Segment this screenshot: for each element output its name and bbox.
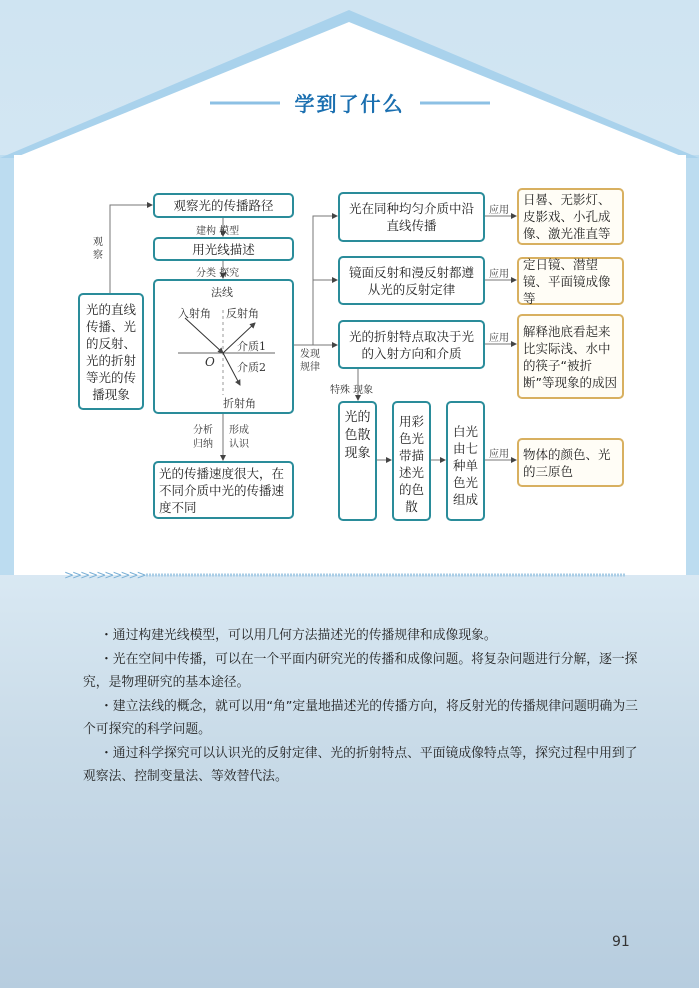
- bullet-item: ・光在空间中传播，可以在一个平面内研究光的传播和成像问题。将复杂问题进行分解，逐一探究，是物理研究的基本途径。: [83, 651, 638, 690]
- law-box-straight-line: 光在同种均匀介质中沿直线传播: [338, 192, 485, 242]
- bullet-item: ・建立法线的概念，就可以用“角”定量地描述光的传播方向，将反射光的传播规律问题明确为三个可探究的科学问题。: [83, 698, 638, 737]
- medium2-label: 介质2: [237, 361, 266, 374]
- app-box-color: 物体的颜色、光的三原色: [517, 438, 624, 487]
- white-light-box: 白光由七种单色光组成: [446, 401, 485, 521]
- ray-describe-box: 用光线描述: [153, 237, 294, 261]
- form-label: 形成 认识: [229, 425, 249, 450]
- apply-label: 应用: [489, 333, 509, 344]
- bullet-item: ・通过科学探究可以认识光的反射定律、光的折射特点、平面镜成像特点等，探究过程中用到了观察法、控制变量法、等效替代法。: [83, 745, 638, 784]
- page-title: 学到了什么: [294, 92, 405, 116]
- section-divider: [60, 568, 630, 582]
- refract-angle-label: 折射角: [223, 397, 256, 410]
- page-number: 91: [612, 934, 630, 950]
- speed-box: 光的传播速度很大，在不同介质中光的传播速度不同: [153, 461, 294, 519]
- bullet-item: ・通过构建光线模型，可以用几何方法描述光的传播规律和成像现象。: [100, 628, 497, 643]
- apply-label: 应用: [489, 269, 509, 280]
- dispersion-box: 光的色散现象: [338, 401, 377, 521]
- origin-label: O: [205, 355, 215, 369]
- summary-bullets: [83, 624, 643, 789]
- normal-label: 法线: [211, 286, 233, 299]
- build-model-label: 建构 模型: [196, 226, 240, 237]
- app-box-reflection: 定日镜、潜望镜、平面镜成像等: [517, 257, 624, 305]
- phenomena-box: 光的直线传播、光的反射、光的折射等光的传播现象: [78, 293, 144, 410]
- svg-text:>>>>>>>>>>: >>>>>>>>>>: [64, 568, 145, 582]
- apply-label: 应用: [489, 205, 509, 216]
- observe-path-box: 观察光的传播路径: [153, 193, 294, 218]
- analyze-label: 分析 归纳: [193, 425, 213, 450]
- discover-label: 发现 规律: [300, 349, 320, 373]
- classify-label: 分类 探究: [196, 268, 240, 279]
- color-band-box: 用彩色光带描述光的色散: [392, 401, 431, 521]
- apply-label: 应用: [489, 449, 509, 460]
- medium1-label: 介质1: [237, 340, 266, 353]
- reflect-angle-label: 反射角: [226, 307, 259, 320]
- law-box-refraction: 光的折射特点取决于光的入射方向和介质: [338, 320, 485, 369]
- law-box-reflection: 镜面反射和漫反射都遵从光的反射定律: [338, 256, 485, 305]
- app-box-refraction: 解释池底看起来比实际浅、水中的筷子“被折断”等现象的成因: [517, 314, 624, 399]
- observe-label: 观察: [93, 237, 103, 261]
- incident-angle-label: 入射角: [178, 307, 211, 320]
- special-label: 特殊 现象: [330, 385, 374, 396]
- app-box-straight-line: 日晷、无影灯、皮影戏、小孔成像、激光准直等: [517, 188, 624, 245]
